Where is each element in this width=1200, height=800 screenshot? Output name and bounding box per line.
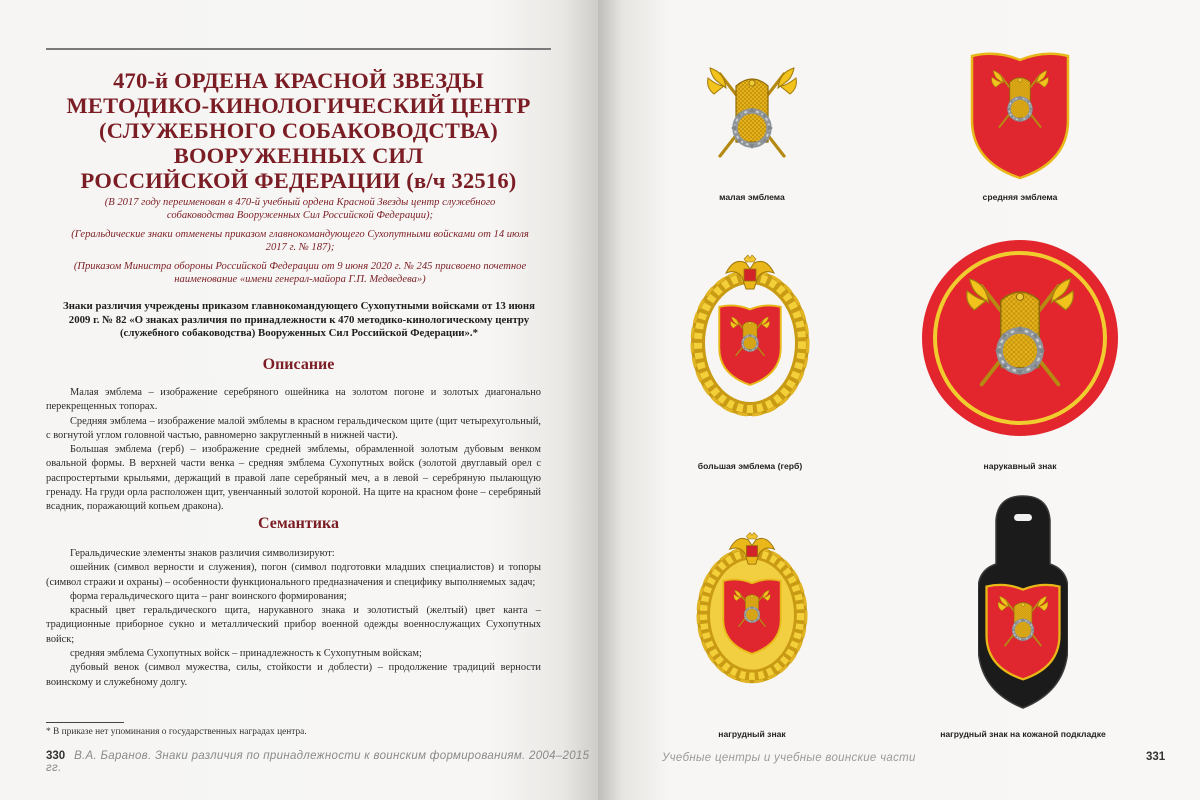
paragraph: форма геральдического щита – ранг воинского формирования;: [70, 590, 347, 602]
right-page: [598, 0, 1200, 800]
caption-medium-emblem: средняя эмблема: [982, 192, 1058, 202]
medium-emblem: [970, 50, 1070, 180]
small-emblem: [702, 48, 802, 180]
paragraph: дубовый венок (символ мужества, силы, стойкости и доблести) – продолжение традиций верности воинскому и служебному долгу.: [46, 662, 541, 688]
footer-left: [46, 750, 598, 774]
note: (Геральдические знаки отменены приказом главнокомандующего Сухопутными войсками от 14 июля 2017 г. № 187);: [71, 229, 529, 253]
paragraph: Большая эмблема (герб) – изображение средней эмблемы, обрамленной золотым дубовым венком овальной формы. В верхней части венка – средняя эмблема Сухопутных войск (золотой двуглавый орел с распростертыми крыльями, держащий в правой лапе серебряный меч, а в левой – серебряную пылающую гренаду. На груди орла расположен щит, увенчанный золотой короной. На щите на красном фоне – серебряный всадник, поражающий копьем дракона).: [46, 444, 541, 513]
paragraph: Геральдические элементы знаков различия символизируют:: [70, 548, 335, 559]
paragraph: ошейник (символ верности и служения), погон (символ подготовки младших специалистов) и топоры (символ стражи и охраны) – особенности функционального предназначения и специфику выполняемых задач;: [46, 562, 541, 588]
paragraph: красный цвет геральдического щита, нарукавного знака и золотистый (желтый) цвет канта – традиционные приборное сукно и металлический прибор военной одежды военнослужащих Сухопутных войск;: [46, 605, 541, 645]
semantics-heading: Семантика: [258, 515, 339, 532]
description-body: [46, 386, 541, 515]
title-line: (СЛУЖЕБНОГО СОБАКОВОДСТВА): [99, 118, 498, 143]
running-title: Учебные центры и учебные воинские части: [662, 752, 916, 764]
left-page: [0, 0, 598, 800]
paragraph: Малая эмблема – изображение серебряного ошейника на золотом погоне и золотых диагонально перекрещенных топорах.: [46, 387, 541, 413]
page-number: 330: [46, 750, 66, 762]
note: (В 2017 году переименован в 470-й учебный ордена Красной Звезды центр служебного собаководства Вооруженных Сил Российской Федерации);: [104, 197, 496, 221]
title-line: МЕТОДИКО-КИНОЛОГИЧЕСКИЙ ЦЕНТР: [66, 93, 531, 118]
caption-breast-badge: нагрудный знак: [718, 729, 786, 739]
leather-breast-badge: [978, 494, 1068, 710]
decree-text: Знаки различия учреждены приказом главнокомандующего Сухопутными войсками от 13 июня 2009 г. № 82 «О знаках различия по принадлежности к 470 методико-кинологическому центру (служебного собаководства) Вооруженных Сил Российской Федерации».*: [63, 300, 535, 339]
description-heading: Описание: [262, 356, 335, 373]
top-rule: [46, 48, 551, 50]
semantics-body: [46, 547, 541, 690]
large-emblem: [690, 228, 810, 446]
breast-badge: [696, 508, 808, 710]
title-line: 470-й ОРДЕНА КРАСНОЙ ЗВЕЗДЫ: [113, 68, 484, 93]
footnote-rule: [46, 722, 124, 723]
caption-small-emblem: малая эмблема: [719, 192, 785, 202]
history-notes: [70, 196, 530, 292]
page-title: [46, 68, 551, 193]
paragraph: Средняя эмблема – изображение малой эмблемы в красном геральдическом щите (щит четырехугольный, с вогнутой углом головной частью, равномерно закругленный в нижней части).: [46, 415, 541, 441]
page-number: 331: [1146, 751, 1166, 763]
title-line: ВООРУЖЕННЫХ СИЛ: [173, 143, 424, 168]
paragraph: средняя эмблема Сухопутных войск – принадлежность к Сухопутным войскам;: [70, 648, 422, 660]
title-line: РОССИЙСКОЙ ФЕДЕРАЦИИ (в/ч 32516): [80, 168, 517, 193]
caption-sleeve-patch: нарукавный знак: [983, 461, 1057, 471]
caption-large-emblem: большая эмблема (герб): [697, 461, 803, 471]
caption-leather-breast-badge: нагрудный знак на кожаной подкладке: [940, 729, 1106, 739]
footnote: * В приказе нет упоминания о государственных наградах центра.: [46, 727, 307, 737]
running-title: В.А. Баранов. Знаки различия по принадлежности к воинским формированиям. 2004–2015 гг.: [46, 750, 590, 774]
note: (Приказом Министра обороны Российской Федерации от 9 июня 2020 г. № 245 присвоено почетное наименование «имени генерал-майора Г.П. Медведева»): [73, 261, 527, 285]
sleeve-patch: [920, 238, 1120, 438]
